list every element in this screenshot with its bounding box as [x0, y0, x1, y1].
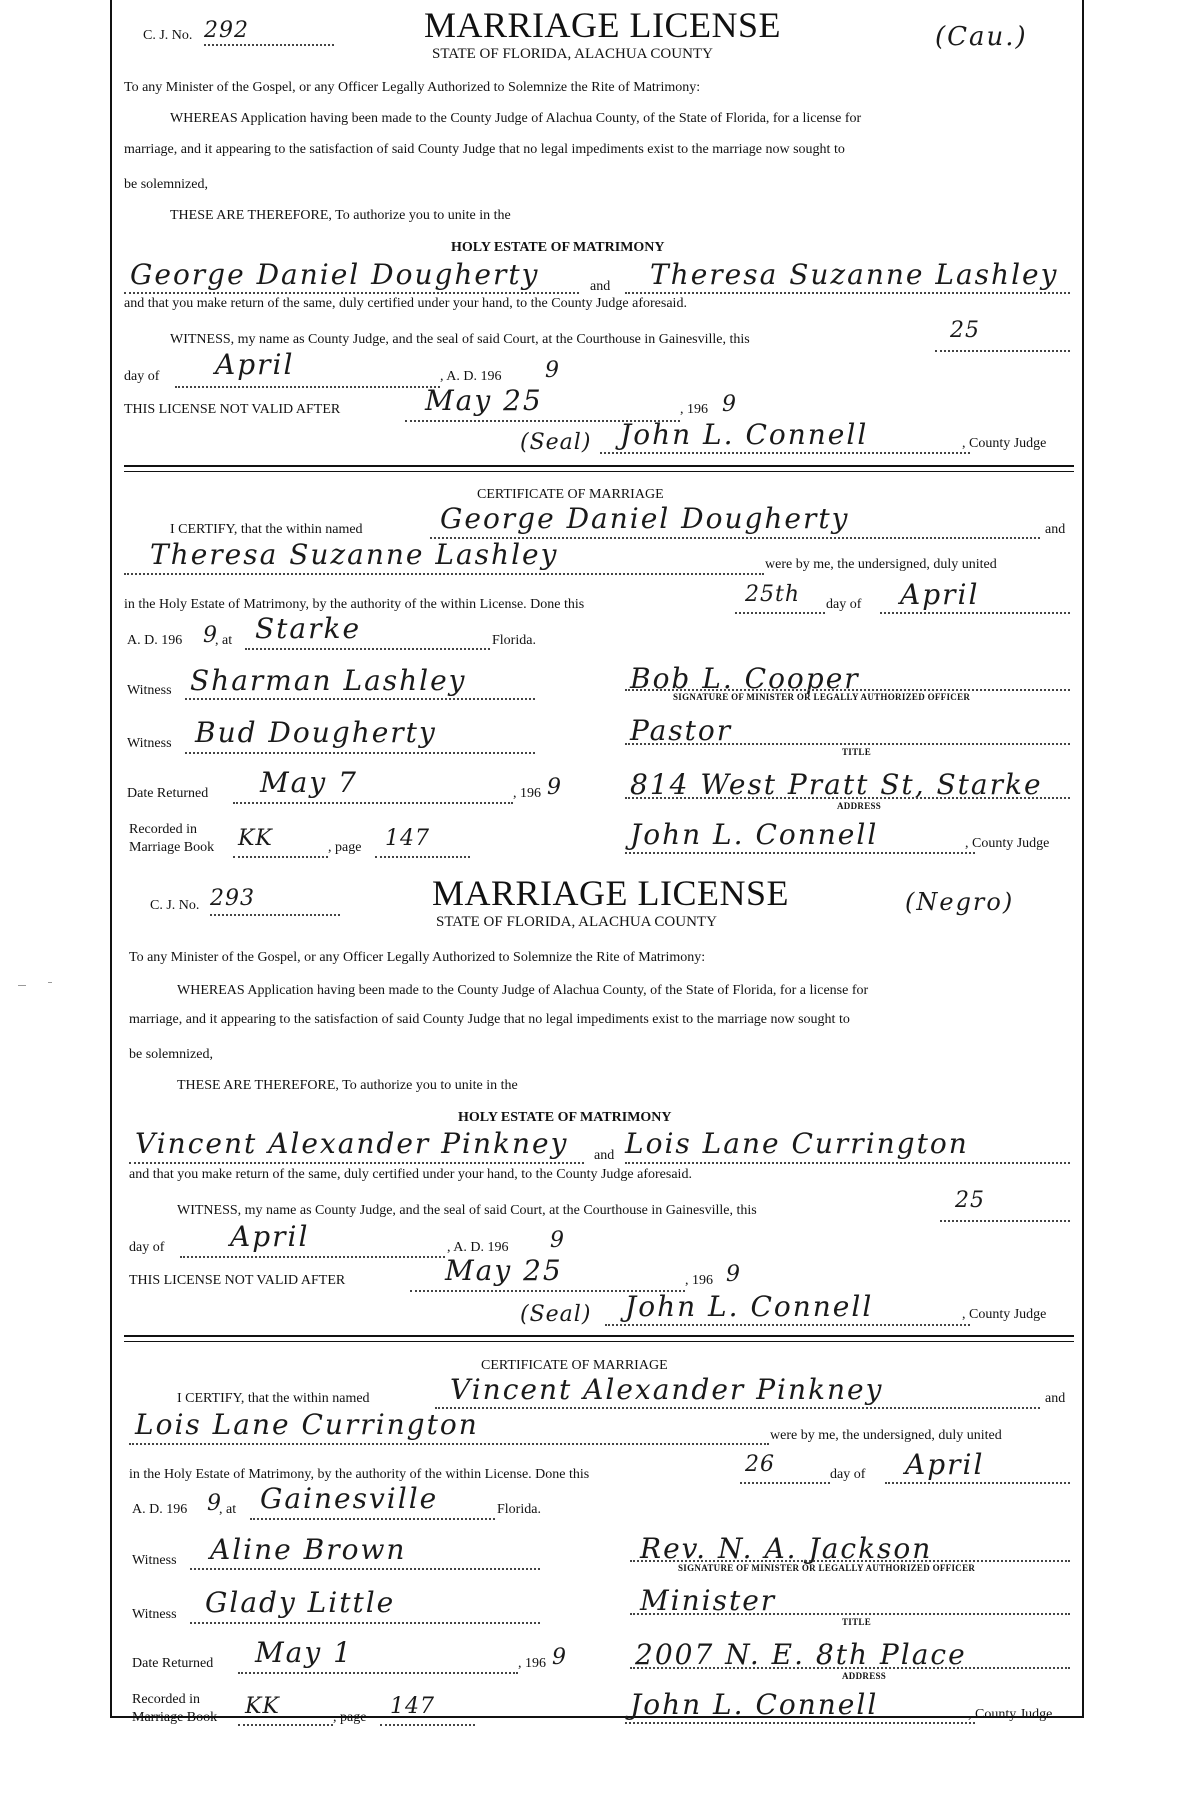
divider	[124, 1335, 1074, 1337]
not-valid-year-digit: 9	[722, 392, 737, 417]
seal: (Seal)	[520, 430, 592, 455]
recorded-label-1: Recorded in	[132, 1692, 201, 1707]
return-text: and that you make return of the same, duly certified under your hand, to the County Judge aforesaid.	[124, 296, 687, 311]
county-judge-label: , County Judge	[962, 436, 1047, 451]
witness-label-2: Witness	[132, 1607, 177, 1622]
divider	[124, 465, 1074, 467]
officer-signature: Bob L. Cooper	[630, 662, 860, 695]
day-of-2: day of	[826, 597, 862, 612]
witness-text: WITNESS, my name as County Judge, and the seal of said Court, at the Courthouse in Gainesville, this	[170, 332, 750, 347]
and-label: and	[594, 1148, 615, 1163]
bride-name: Lois Lane Currington	[625, 1127, 969, 1160]
returned-year-digit: 9	[547, 775, 562, 800]
witness-label-2: Witness	[127, 736, 172, 751]
therefore-line: THESE ARE THEREFORE, To authorize you to unite in the	[177, 1078, 518, 1093]
certify-line: I CERTIFY, that the within named	[170, 522, 363, 537]
returned-year: , 196	[518, 1656, 546, 1671]
judge-signature-2: John L. Connell	[630, 818, 879, 851]
page-label: , page	[333, 1710, 367, 1725]
whereas-2: marriage, and it appearing to the satisfaction of said County Judge that no legal impediments exist to the marriage now sought to	[129, 1012, 850, 1027]
at-label: , at	[215, 633, 233, 648]
returned-year-digit: 9	[552, 1645, 567, 1670]
witness-2: Glady Little	[205, 1586, 396, 1619]
not-valid-year: , 196	[685, 1273, 713, 1288]
whereas-3: be solemnized,	[129, 1047, 213, 1062]
divider	[124, 1341, 1074, 1342]
address-line: To any Minister of the Gospel, or any Officer Legally Authorized to Solemnize the Rite of Matrimony:	[129, 950, 706, 965]
not-valid-year: , 196	[680, 402, 708, 417]
book: KK	[245, 1694, 280, 1719]
recorded-label-1: Recorded in	[129, 822, 198, 837]
whereas-1: WHEREAS Application having been made to the County Judge of Alachua County, of the State of Florida, for a license for	[170, 111, 862, 126]
certificate-title: CERTIFICATE OF MARRIAGE	[477, 487, 664, 502]
officer-address: 2007 N. E. 8th Place	[635, 1638, 967, 1671]
groom-name: George Daniel Dougherty	[130, 258, 540, 291]
therefore-line: THESE ARE THEREFORE, To authorize you to unite in the	[170, 208, 511, 223]
officer-title: Minister	[640, 1584, 777, 1617]
witness-day: 25	[950, 318, 980, 343]
annotation: (Cau.)	[935, 22, 1028, 52]
scan-mark	[18, 985, 26, 986]
county-judge-label: , County Judge	[962, 1307, 1047, 1322]
not-valid-year-digit: 9	[726, 1262, 741, 1287]
recorded-label-2: Marriage Book	[132, 1710, 218, 1725]
cj-label: C. J. No.	[150, 898, 200, 913]
cj-number: 293	[210, 886, 255, 911]
page-label: , page	[328, 840, 362, 855]
whereas-3: be solemnized,	[124, 177, 208, 192]
county-judge-label-2: , County Judge	[965, 836, 1050, 851]
witness-day: 25	[955, 1188, 985, 1213]
ad-2: A. D. 196	[127, 633, 183, 648]
seal: (Seal)	[520, 1302, 592, 1327]
holy-estate-line: in the Holy Estate of Matrimony, by the authority of the within License. Done this	[129, 1467, 590, 1482]
holy-estate-line: in the Holy Estate of Matrimony, by the authority of the within License. Done this	[124, 597, 585, 612]
year-digit: 9	[545, 358, 560, 383]
book: KK	[238, 826, 273, 851]
done-day: 26	[745, 1452, 775, 1477]
ad-2: A. D. 196	[132, 1502, 188, 1517]
recorded-label-2: Marriage Book	[129, 840, 215, 855]
witness-1: Sharman Lashley	[190, 664, 467, 697]
cert-groom: Vincent Alexander Pinkney	[450, 1373, 884, 1406]
done-day: 25th	[745, 582, 801, 607]
day-of-label: day of	[124, 369, 160, 384]
address-line: To any Minister of the Gospel, or any Officer Legally Authorized to Solemnize the Rite of Matrimony:	[124, 80, 701, 95]
not-valid-date: May 25	[445, 1254, 563, 1287]
page: 147	[390, 1694, 435, 1719]
witness-label: Witness	[132, 1553, 177, 1568]
cert-groom: George Daniel Dougherty	[440, 502, 850, 535]
officer-signature: Rev. N. A. Jackson	[640, 1532, 933, 1565]
cert-and: and	[1045, 522, 1066, 537]
officer-title: Pastor	[630, 714, 733, 747]
certify-line: I CERTIFY, that the within named	[177, 1391, 370, 1406]
county-judge-label-2: , County Judge	[968, 1707, 1053, 1722]
license-title: MARRIAGE LICENSE	[424, 5, 781, 45]
place: Starke	[255, 612, 362, 645]
united-text: were by me, the undersigned, duly united	[765, 557, 997, 572]
officer-label: SIGNATURE OF MINISTER OR LEGALLY AUTHORIZED OFFICER	[678, 1563, 976, 1573]
judge-signature-2: John L. Connell	[630, 1688, 879, 1721]
return-text: and that you make return of the same, duly certified under your hand, to the County Judge aforesaid.	[129, 1167, 692, 1182]
cert-and: and	[1045, 1391, 1066, 1406]
witness-2: Bud Dougherty	[195, 716, 437, 749]
florida-label: Florida.	[492, 633, 536, 648]
returned-date: May 7	[260, 766, 358, 799]
witness-label: Witness	[127, 683, 172, 698]
florida-label: Florida.	[497, 1502, 541, 1517]
month: April	[230, 1220, 310, 1253]
united-text: were by me, the undersigned, duly united	[770, 1428, 1002, 1443]
divider	[124, 471, 1074, 472]
not-valid-date: May 25	[425, 384, 543, 417]
address-label: ADDRESS	[837, 801, 882, 811]
witness-1: Aline Brown	[210, 1533, 407, 1566]
scan-mark	[48, 982, 52, 983]
date-returned-label: Date Returned	[132, 1656, 214, 1671]
month: April	[215, 348, 295, 381]
year-digit-2: 9	[203, 623, 218, 648]
returned-date: May 1	[255, 1636, 353, 1669]
title-label: TITLE	[842, 747, 872, 757]
day-of-2: day of	[830, 1467, 866, 1482]
cert-bride: Lois Lane Currington	[135, 1408, 479, 1441]
day-of-label: day of	[129, 1240, 165, 1255]
license-title: MARRIAGE LICENSE	[432, 873, 789, 913]
and-label: and	[590, 279, 611, 294]
at-label: , at	[219, 1502, 237, 1517]
license-subtitle: STATE OF FLORIDA, ALACHUA COUNTY	[436, 914, 717, 930]
cj-label: C. J. No.	[143, 28, 193, 43]
not-valid-label: THIS LICENSE NOT VALID AFTER	[129, 1273, 346, 1288]
holy-estate-heading: HOLY ESTATE OF MATRIMONY	[458, 1110, 672, 1125]
officer-label: SIGNATURE OF MINISTER OR LEGALLY AUTHORIZED OFFICER	[673, 692, 971, 702]
whereas-2: marriage, and it appearing to the satisfaction of said County Judge that no legal impediments exist to the marriage now sought to	[124, 142, 845, 157]
date-returned-label: Date Returned	[127, 786, 209, 801]
bride-name: Theresa Suzanne Lashley	[650, 258, 1059, 291]
page: 147	[385, 826, 430, 851]
not-valid-label: THIS LICENSE NOT VALID AFTER	[124, 402, 341, 417]
whereas-1: WHEREAS Application having been made to the County Judge of Alachua County, of the State of Florida, for a license for	[177, 983, 869, 998]
annotation: (Negro)	[905, 888, 1015, 916]
year-digit-2: 9	[207, 1491, 222, 1516]
ad-label: , A. D. 196	[440, 369, 502, 384]
officer-address: 814 West Pratt St, Starke	[630, 768, 1043, 801]
address-label: ADDRESS	[842, 1671, 887, 1681]
license-subtitle: STATE OF FLORIDA, ALACHUA COUNTY	[432, 46, 713, 62]
returned-year: , 196	[513, 786, 541, 801]
groom-name: Vincent Alexander Pinkney	[135, 1127, 569, 1160]
title-label: TITLE	[842, 1617, 872, 1627]
cert-bride: Theresa Suzanne Lashley	[150, 538, 559, 571]
witness-text: WITNESS, my name as County Judge, and the seal of said Court, at the Courthouse in Gainesville, this	[177, 1203, 757, 1218]
year-digit: 9	[550, 1228, 565, 1253]
judge-signature: John L. Connell	[620, 418, 869, 451]
done-month: April	[905, 1448, 985, 1481]
holy-estate-heading: HOLY ESTATE OF MATRIMONY	[451, 240, 665, 255]
place: Gainesville	[260, 1482, 439, 1515]
judge-signature: John L. Connell	[625, 1290, 874, 1323]
done-month: April	[900, 578, 980, 611]
certificate-title: CERTIFICATE OF MARRIAGE	[481, 1358, 668, 1373]
ad-label: , A. D. 196	[447, 1240, 509, 1255]
cj-number: 292	[204, 18, 249, 43]
